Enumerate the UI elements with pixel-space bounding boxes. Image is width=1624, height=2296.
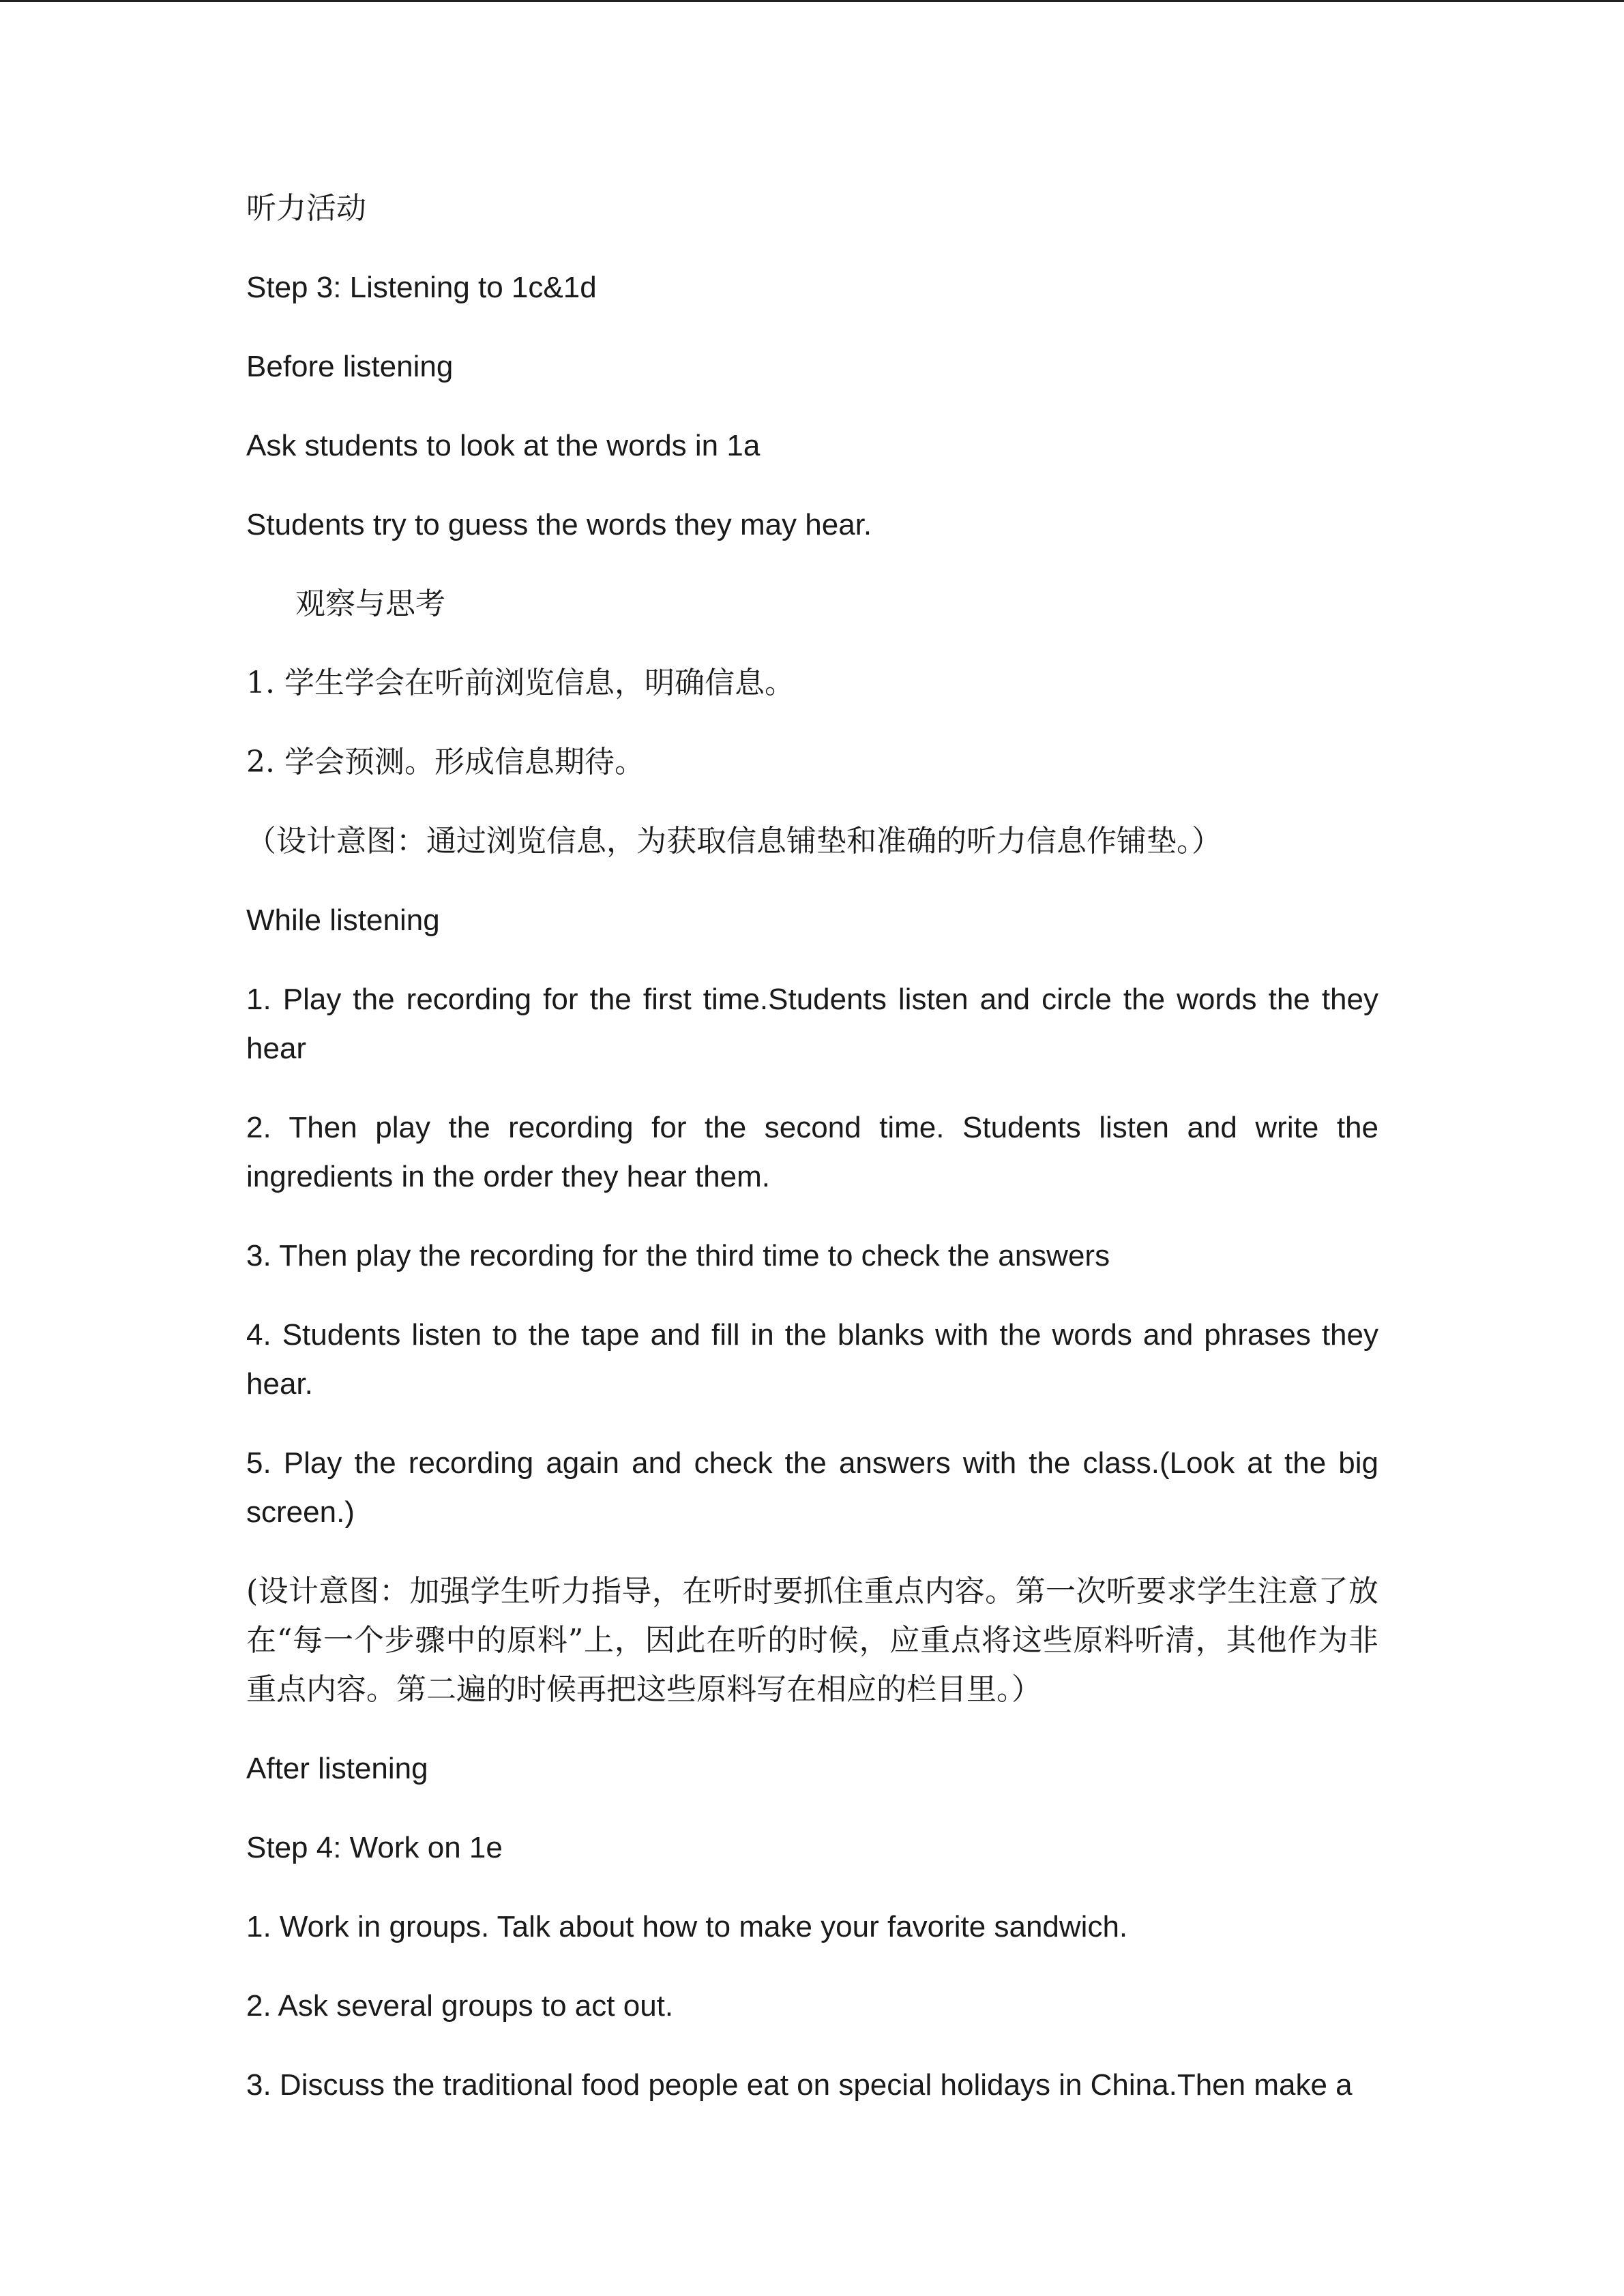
list-item: 1. 学生学会在听前浏览信息，明确信息。 <box>246 666 795 700</box>
list-item: 1. Work in groups. Talk about how to make your favorite sandwich. <box>246 1910 1128 1943</box>
list-item: 2. Then play the recording for the second time. Students listen and write the ingredients in the order they hear them. <box>246 1111 1378 1193</box>
paragraph: Students try to guess the words they may hear. <box>246 508 872 541</box>
document-page <box>246 184 1378 2140</box>
paragraph: Ask students to look at the words in 1a <box>246 429 761 462</box>
after-listening-heading: After listening <box>246 1752 428 1785</box>
list-item: 2. Ask several groups to act out. <box>246 1989 674 2023</box>
list-item: 2. 学会预测。形成信息期待。 <box>246 745 645 779</box>
list-item: 4. Students listen to the tape and fill in the blanks with the words and phrases they hear. <box>246 1318 1378 1401</box>
page-top-border <box>0 0 1624 2</box>
step-3-heading: Step 3: Listening to 1c&1d <box>246 271 597 304</box>
before-listening-heading: Before listening <box>246 350 454 383</box>
section-heading-listening-activity: 听力活动 <box>246 191 366 226</box>
list-item: 5. Play the recording again and check the answers with the class.(Look at the big screen.) <box>246 1446 1378 1529</box>
list-item: 1. Play the recording for the first time.Students listen and circle the words the they hear <box>246 983 1378 1065</box>
step-4-heading: Step 4: Work on 1e <box>246 1831 503 1864</box>
while-listening-heading: While listening <box>246 904 440 937</box>
list-item: 3. Discuss the traditional food people eat on special holidays in China.Then make a <box>246 2068 1353 2102</box>
design-intent-note: （设计意图：通过浏览信息，为获取信息铺垫和准确的听力信息作铺垫。） <box>246 824 1222 859</box>
design-intent-note: (设计意图：加强学生听力指导，在听时要抓住重点内容。第一次听要求学生注意了放在“每一个步骤中的原料”上，因此在听的时候，应重点将这些原料听清，其他作为非重点内容。第二遍的时候再把这些原料写在相应的栏目里。） <box>246 1574 1378 1707</box>
observe-think-heading: 观察与思考 <box>295 586 445 621</box>
list-item: 3. Then play the recording for the third time to check the answers <box>246 1239 1110 1272</box>
